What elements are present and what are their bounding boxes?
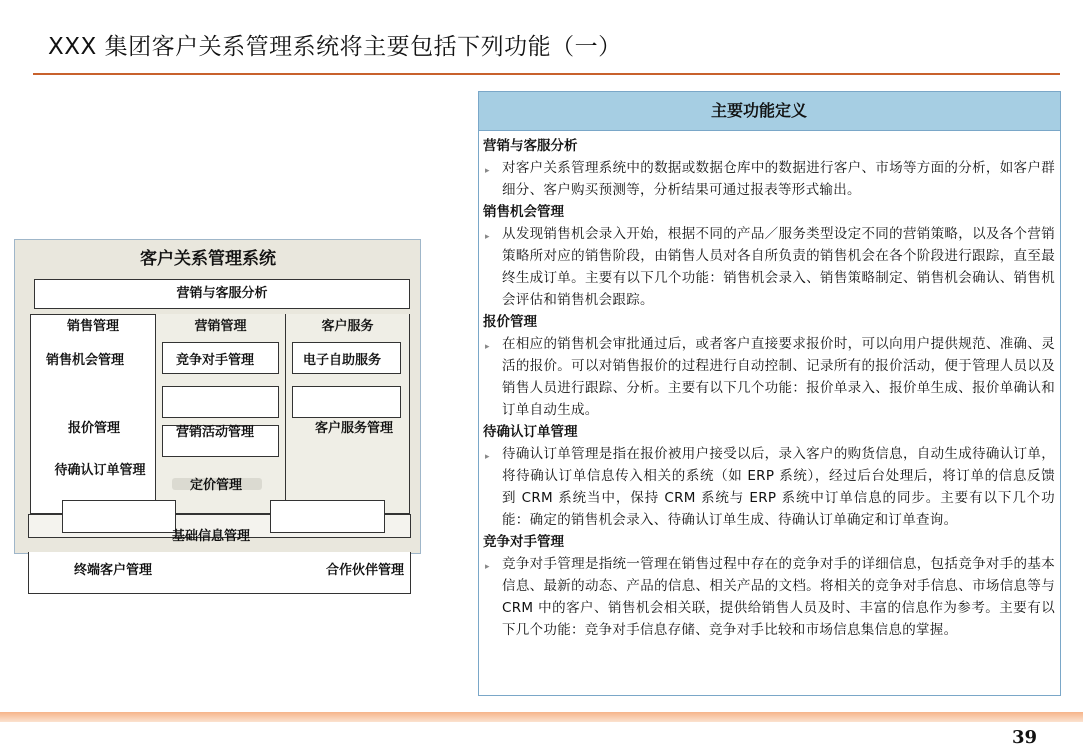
function-sections (483, 137, 1055, 643)
section-heading: 待确认订单管理 (483, 424, 578, 440)
slide-title: XXX 集团客户关系管理系统将主要包括下列功能（一） (48, 34, 622, 60)
section-quote (483, 313, 1055, 421)
section-competitor (483, 533, 1055, 641)
section-heading: 营销与客服分析 (483, 138, 578, 154)
customer-service-item: 客户服务管理 (314, 421, 393, 436)
footer-bar (0, 712, 1083, 722)
bullet-arrow-icon: ▸ (485, 232, 490, 242)
section-text: 竞争对手管理是指统一管理在销售过程中存在的竞争对手的详细信息，包括竞争对手的基本信息、最新的动态、产品的信息、相关产品的文档。将相关的竞争对手信息、市场信息等与 CRM 中的客户、销售机会相关联，提供给销售人员及时、丰富的信息作为参考。主要有以下几个功能：竞争对手信息存储、竞争对手比较和市场信息集信息的掌握。 (502, 556, 1055, 638)
marketing-empty-box (162, 386, 279, 418)
page-number: 39 (1012, 727, 1038, 748)
section-text: 在相应的销售机会审批通过后，或者客户直接要求报价时，可以向用户提供规范、准确、灵活的报价。可以对销售报价的过程进行自动控制、记录所有的报价活动，便于管理人员以及销售人员进行跟踪、分析。主要有以下几个功能：报价单录入、报价单生成、报价单确认和订单自动生成。 (502, 336, 1055, 418)
base-info-label: 基础信息管理 (172, 529, 251, 544)
marketing-header: 营销管理 (194, 319, 247, 334)
sales-column (30, 314, 156, 514)
analysis-bar-label: 营销与客服分析 (176, 286, 268, 301)
competitor-item: 竞争对手管理 (176, 353, 255, 368)
section-pending-order (483, 423, 1055, 531)
section-body (483, 443, 1055, 531)
partner-item: 合作伙伴管理 (326, 563, 405, 578)
service-empty-box (292, 386, 401, 418)
section-body (483, 333, 1055, 421)
bullet-arrow-icon: ▸ (485, 342, 490, 352)
base-right-tab (270, 500, 385, 533)
section-body (483, 157, 1055, 201)
section-opportunity (483, 203, 1055, 311)
section-text: 从发现销售机会录入开始，根据不同的产品／服务类型设定不同的营销策略，以及各个营销策略所对应的销售阶段，由销售人员对各自所负责的销售机会在各个阶段进行跟踪，直至最终生成订单。主要有以下几个功能：销售机会录入、销售策略制定、销售机会确认、销售机会评估和销售机会跟踪。 (502, 226, 1055, 308)
section-body (483, 223, 1055, 311)
campaign-item: 营销活动管理 (176, 425, 255, 440)
sales-header: 销售管理 (66, 319, 119, 334)
section-heading: 竞争对手管理 (483, 534, 564, 550)
section-heading: 报价管理 (483, 314, 537, 330)
service-header: 客户服务 (321, 319, 374, 334)
diagram-title: 客户关系管理系统 (140, 249, 276, 269)
base-left-tab (62, 500, 176, 533)
section-text: 待确认订单管理是指在报价被用户接受以后，录入客户的购货信息，自动生成待确认订单，将待确认订单信息传入相关的系统（如 ERP 系统），经过后台处理后，将订单的信息反馈到 CRM 系统当中，保持 CRM 系统与 ERP 系统中订单信息的同步。主要有以下几个功能：确定的销售机会录入、待确认订单生成、待确认订单确定和订单查询。 (502, 446, 1055, 528)
section-body (483, 553, 1055, 641)
self-service-item: 电子自助服务 (303, 353, 382, 368)
sales-opportunity-item: 销售机会管理 (46, 353, 125, 368)
panel-title: 主要功能定义 (711, 101, 808, 120)
section-heading: 销售机会管理 (483, 204, 564, 220)
bullet-arrow-icon: ▸ (485, 562, 490, 572)
bullet-arrow-icon: ▸ (485, 452, 490, 462)
title-divider (33, 73, 1060, 75)
pricing-item: 定价管理 (190, 478, 243, 493)
bullet-arrow-icon: ▸ (485, 166, 490, 176)
section-text: 对客户关系管理系统中的数据或数据仓库中的数据进行客户、市场等方面的分析，如客户群细分、客户购买预测等，分析结果可通过报表等形式输出。 (502, 160, 1055, 198)
section-analysis (483, 137, 1055, 201)
end-customer-item: 终端客户管理 (74, 563, 153, 578)
quote-item: 报价管理 (68, 421, 121, 436)
pending-order-item: 待确认订单管理 (54, 463, 146, 478)
